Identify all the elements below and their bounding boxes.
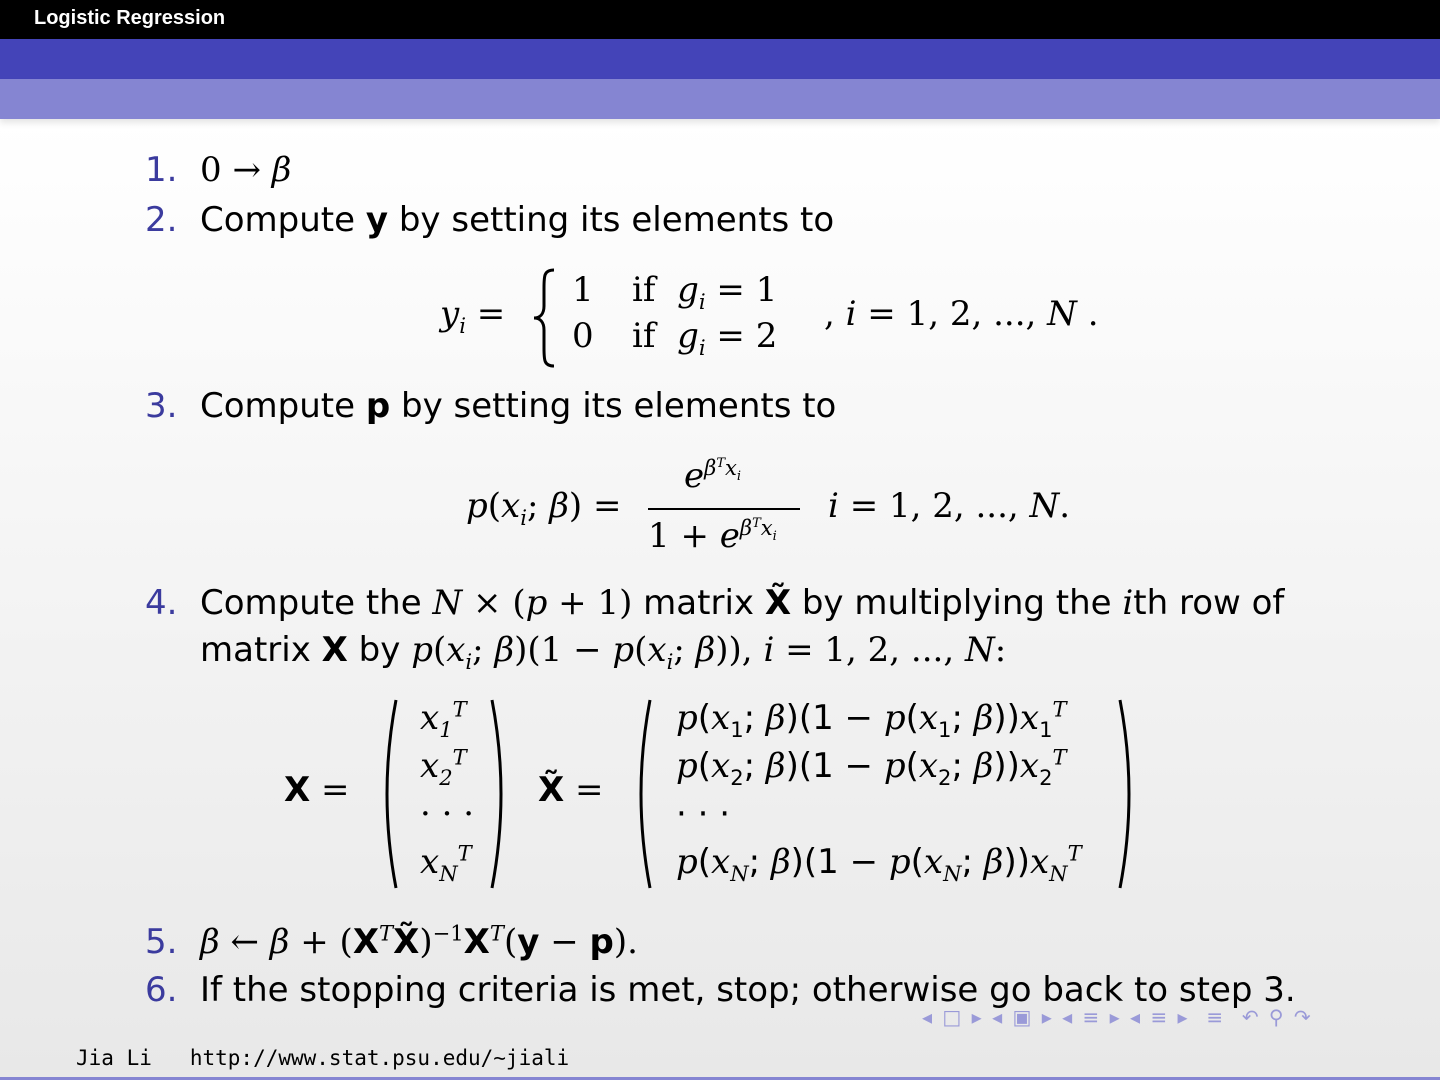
step-3-number: 3.	[145, 386, 178, 426]
step-3-post: by setting its elements to	[390, 386, 837, 426]
eq-y-row2-val: 0	[572, 316, 594, 356]
nav-search-icon[interactable]: ↶ ⚲ ↷	[1241, 1005, 1313, 1029]
step-2-number: 2.	[145, 200, 178, 240]
equation-matrices	[284, 698, 1164, 893]
right-paren-icon	[490, 698, 512, 890]
eq-p-lhs: $p(x_i$; β) =	[466, 486, 622, 530]
footer-url[interactable]: http://www.stat.psu.edu/∼jiali	[189, 1046, 570, 1070]
step-1-number: 1.	[145, 150, 178, 190]
eq-y-row2-cond: if $g_i = 2$	[632, 316, 778, 360]
left-brace-icon	[532, 268, 558, 368]
matrix-xt-lhs: X̃ =	[538, 770, 604, 810]
eq-y-row1-cond: if $g_i = 1$	[632, 270, 778, 314]
nav-align-icon[interactable]: ≡	[1197, 1005, 1234, 1029]
step-5-text: β ← $\beta + (X^TX̃)^{-1}X^T(y - p)$.	[200, 920, 638, 962]
eq-p-numerator: $e^{\beta^Tx_i}$	[684, 454, 742, 496]
eq-y-row1-val: 1	[572, 270, 594, 310]
step-3-text	[200, 386, 836, 426]
nav-subsection-icon[interactable]: ◂ ≡ ▸	[1130, 1005, 1190, 1029]
step-4-line1: Compute the N × (p + 1) matrix X̃ by multiplying the ith row of	[200, 583, 1285, 623]
matrix-x-rows: $x_1^T$ $x_2^T$ · · · $x_N^T$	[420, 696, 475, 886]
step-4-number: 4.	[145, 583, 178, 623]
matrix-xt-rows: $p(x_1$; $\beta)(1 - p(x_1$; $\beta))x_1^T$ $p(x_2$; $\beta)(1 - p(x_2$; $\beta))x_2^T$ · · · $p(x_N$; $\beta)(1 - p(x_N$; $\beta))x_N^T$	[676, 696, 1082, 886]
step-1-text: 0 → β	[200, 150, 292, 190]
step-3-pre: Compute	[200, 386, 366, 426]
eq-y-tail: , i = 1, 2, ..., N .	[824, 294, 1099, 334]
step-2-pre: Compute	[200, 200, 366, 240]
step-6-number: 6.	[145, 970, 178, 1010]
step-2-post: by setting its elements to	[388, 200, 835, 240]
slide-title: Logistic Regression	[34, 7, 226, 29]
eq-y-lhs: $y_i$ =	[440, 294, 506, 338]
navigation-controls	[922, 1005, 1313, 1029]
step-5-number: 5.	[145, 922, 178, 962]
matrix-x-lhs: X =	[284, 770, 350, 810]
right-paren-icon	[1118, 698, 1140, 890]
header-band-light	[0, 79, 1440, 119]
equation-y	[440, 262, 1120, 372]
left-paren-icon	[376, 698, 398, 890]
equation-p	[466, 448, 1106, 560]
eq-p-denominator: $1 + e^{\beta^Tx_i}$	[648, 514, 777, 556]
step-6-text: If the stopping criteria is met, stop; otherwise go back to step 3.	[200, 970, 1296, 1010]
step-4-line2: matrix X by $p(x_i$; $\beta)(1 - p(x_i$; β)), i = 1, 2, ..., N:	[200, 630, 1007, 674]
fraction-bar	[648, 508, 800, 510]
left-paren-icon	[630, 698, 652, 890]
step-2-text	[200, 200, 834, 240]
eq-p-tail: i = 1, 2, ..., N.	[828, 486, 1071, 526]
footer	[76, 1046, 569, 1070]
step-3-bold: p	[365, 386, 391, 426]
header-band-dark	[0, 39, 1440, 79]
title-bar	[0, 0, 1440, 39]
nav-prev-frame-icon[interactable]: ◂ □ ▸	[922, 1005, 984, 1029]
nav-prev-section-icon[interactable]: ◂ ≡ ▸	[1062, 1005, 1122, 1029]
footer-author: Jia Li	[76, 1046, 152, 1070]
step-2-bold: y	[365, 200, 389, 240]
nav-prev-subsection-icon[interactable]: ◂ ▣ ▸	[992, 1005, 1054, 1029]
